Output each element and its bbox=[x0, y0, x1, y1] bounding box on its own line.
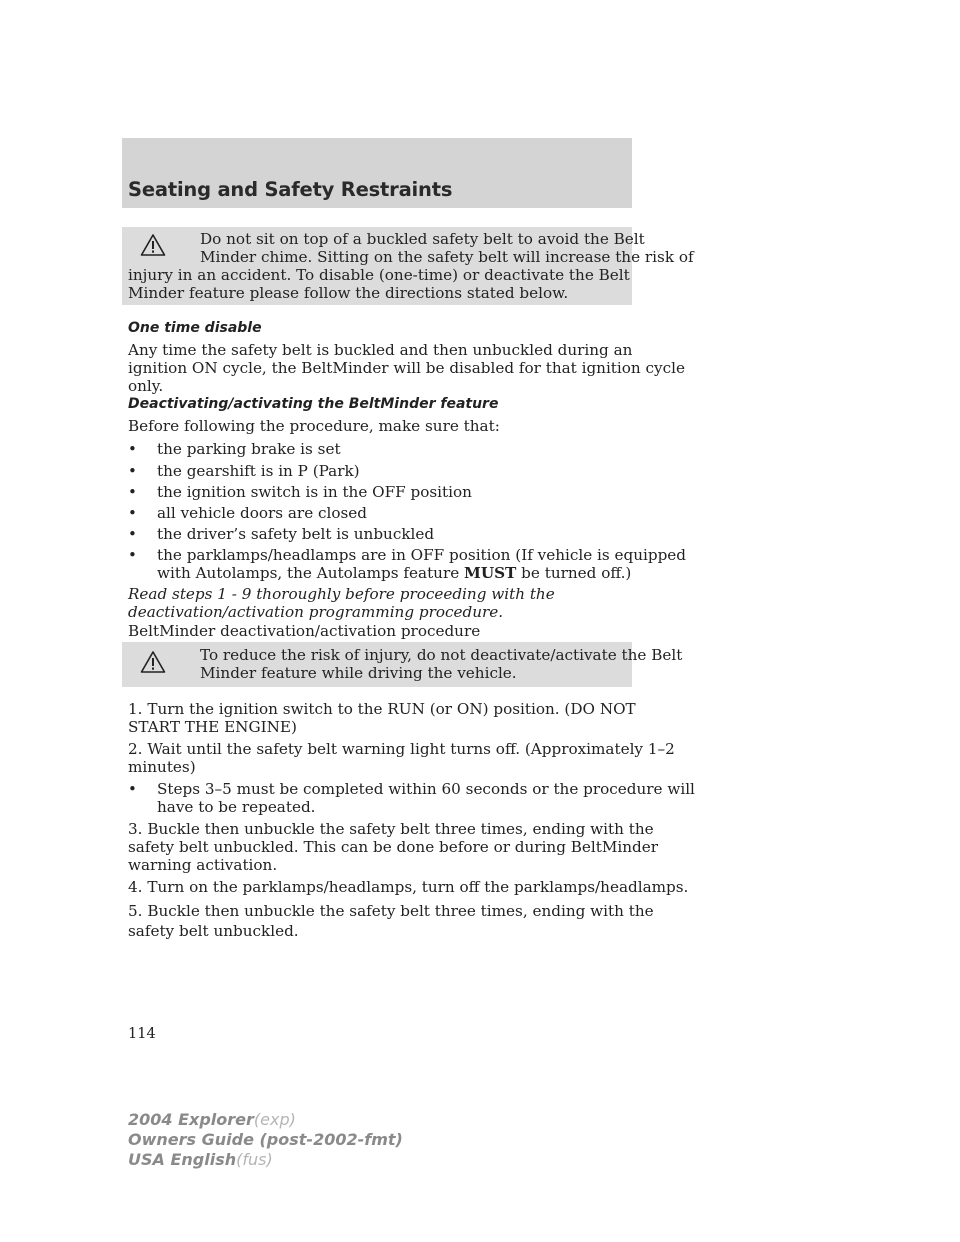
emphasis-must: MUST bbox=[464, 564, 517, 582]
warning-text-line: injury in an accident. To disable (one-time) or deactivate the Belt bbox=[128, 266, 630, 284]
step-line: START THE ENGINE) bbox=[128, 718, 297, 736]
footer-language: USA English bbox=[128, 1150, 237, 1169]
warning-triangle-icon bbox=[140, 650, 166, 674]
step-line: 5. Buckle then unbuckle the safety belt three times, ending with the bbox=[128, 902, 654, 920]
warning-text-line: To reduce the risk of injury, do not deactivate/activate the Belt bbox=[200, 646, 683, 664]
footer-line bbox=[128, 1130, 403, 1150]
subheading-deactivating: Deactivating/activating the BeltMinder feature bbox=[128, 396, 499, 412]
bullet-glyph: • bbox=[128, 546, 137, 564]
bullet-item: the parklamps/headlamps are in OFF position (If vehicle is equipped bbox=[157, 546, 687, 564]
section-title: Seating and Safety Restraints bbox=[128, 178, 453, 201]
read-steps-note: deactivation/activation programming procedure. bbox=[128, 603, 504, 621]
step-line: 2. Wait until the safety belt warning light turns off. (Approximately 1–2 bbox=[128, 740, 675, 758]
step-line: 4. Turn on the parklamps/headlamps, turn off the parklamps/headlamps. bbox=[128, 878, 689, 896]
step-line: 3. Buckle then unbuckle the safety belt three times, ending with the bbox=[128, 820, 654, 838]
body-text-line: only. bbox=[128, 377, 164, 395]
page-number: 114 bbox=[128, 1026, 156, 1042]
footer-guide: Owners Guide (post-2002-fmt) bbox=[128, 1130, 403, 1149]
step-line: minutes) bbox=[128, 758, 196, 776]
bullet-glyph: • bbox=[128, 462, 137, 480]
bullet-item: the gearshift is in P (Park) bbox=[157, 462, 360, 480]
subheading-one-time-disable: One time disable bbox=[128, 320, 262, 336]
warning-text-line: Do not sit on top of a buckled safety belt to avoid the Belt bbox=[200, 230, 645, 248]
bullet-item: have to be repeated. bbox=[157, 798, 316, 816]
bullet-glyph: • bbox=[128, 483, 137, 501]
bullet-item: all vehicle doors are closed bbox=[157, 504, 368, 522]
warning-text-line: Minder feature please follow the directions stated below. bbox=[128, 284, 569, 302]
warning-triangle-icon bbox=[140, 233, 166, 257]
body-text-line: ignition ON cycle, the BeltMinder will be disabled for that ignition cycle bbox=[128, 359, 685, 377]
bullet-item: the driver’s safety belt is unbuckled bbox=[157, 525, 435, 543]
step-line: 1. Turn the ignition switch to the RUN (or ON) position. (DO NOT bbox=[128, 700, 636, 718]
bullet-glyph: • bbox=[128, 525, 137, 543]
bullet-glyph: • bbox=[128, 504, 137, 522]
footer-code: (fus) bbox=[236, 1150, 273, 1169]
step-line: safety belt unbuckled. bbox=[128, 922, 299, 940]
warning-text-line: Minder chime. Sitting on the safety belt will increase the risk of bbox=[200, 248, 694, 266]
bullet-item-continuation bbox=[157, 564, 631, 582]
bullet-item: the ignition switch is in the OFF position bbox=[157, 483, 472, 501]
bullet-item: Steps 3–5 must be completed within 60 seconds or the procedure will bbox=[157, 780, 695, 798]
footer-model: 2004 Explorer bbox=[128, 1110, 254, 1129]
warning-text-line: Minder feature while driving the vehicle. bbox=[200, 664, 517, 682]
bullet-glyph: • bbox=[128, 780, 137, 798]
bullet-text: with Autolamps, the Autolamps feature bbox=[157, 564, 465, 582]
footer-line bbox=[128, 1110, 296, 1130]
step-line: warning activation. bbox=[128, 856, 278, 874]
footer-line bbox=[128, 1150, 273, 1170]
bullet-glyph: • bbox=[128, 440, 137, 458]
bullet-text: be turned off.) bbox=[516, 564, 632, 582]
bullet-item: the parking brake is set bbox=[157, 440, 341, 458]
procedure-title: BeltMinder deactivation/activation procedure bbox=[128, 622, 481, 640]
read-steps-note: Read steps 1 - 9 thoroughly before proceeding with the bbox=[128, 585, 555, 603]
footer-code: (exp) bbox=[253, 1110, 296, 1129]
body-text-line: Before following the procedure, make sure that: bbox=[128, 417, 500, 435]
body-text-line: Any time the safety belt is buckled and then unbuckled during an bbox=[128, 341, 633, 359]
step-line: safety belt unbuckled. This can be done before or during BeltMinder bbox=[128, 838, 659, 856]
